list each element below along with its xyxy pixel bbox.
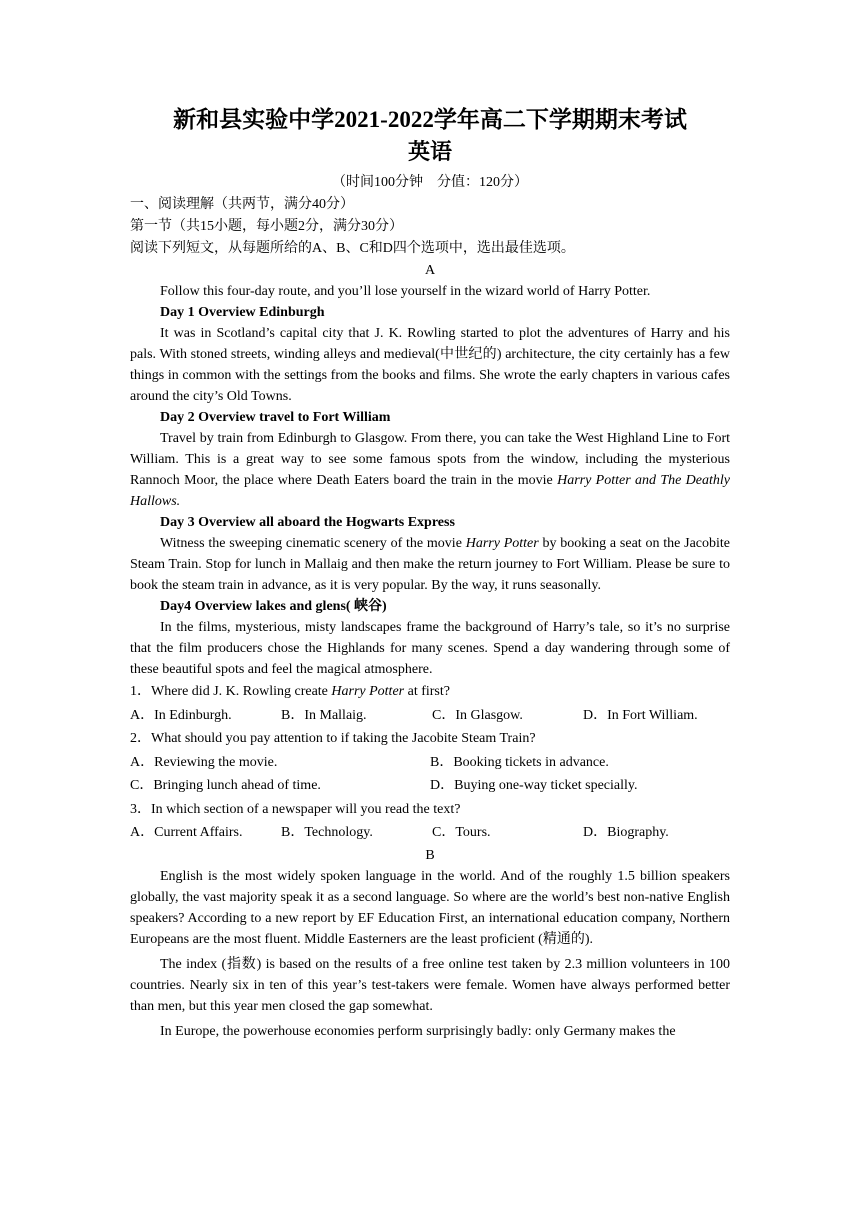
day2-movie-title: Harry Potter and The Deathly Hallows. xyxy=(130,473,731,509)
day2-heading: Day 2 Overview travel to Fort William xyxy=(160,410,391,425)
q1-option-a: A．In Edinburgh. xyxy=(130,707,232,723)
day3-heading: Day 3 Overview all aboard the Hogwarts Express xyxy=(160,515,455,530)
q1-book-title: Harry Potter xyxy=(331,684,405,699)
day1-heading: Day 1 Overview Edinburgh xyxy=(160,305,325,320)
day2-paragraph xyxy=(130,428,730,512)
q3-option-d: D．Biography. xyxy=(583,825,669,840)
q1-option-b: B．In Mallaig. xyxy=(281,707,367,723)
question-1 xyxy=(130,680,730,704)
passage-a-intro: Follow this four-day route, and you’ll lose yourself in the wizard world of Harry Potter. xyxy=(160,284,651,299)
day2-text: Travel by train from Edinburgh to Glasgow. From there, you can take the West Highland Line to Fort William. This is a great way to see some famous spots from the window, including the mysterious Rannoch Moor, the place where Death Eaters board the train in the movie xyxy=(130,431,730,488)
time-score-line: （时间100分钟 分值：120分） xyxy=(332,175,528,190)
passage-a-label: A xyxy=(424,263,436,278)
question-2-options-row2 xyxy=(130,774,730,798)
day3-text-a: Witness the sweeping cinematic scenery of the movie xyxy=(160,536,466,551)
day3-text-b: by booking a seat on the Jacobite Steam Train. Stop for lunch in Mallaig and then make the return journey to Fort William. Please be sure to book the steam train in advance, as it is very popular. By the way, it runs seasonally. xyxy=(130,536,731,593)
q1-text-a: 1．Where did J. K. Rowling create xyxy=(130,684,332,699)
day4-heading: Day4 Overview lakes and glens( 峡谷) xyxy=(160,599,387,614)
question-2: 2．What should you pay attention to if taking the Jacobite Steam Train? xyxy=(130,731,536,746)
question-2-options-row1 xyxy=(130,751,730,775)
q2-option-a: A．Reviewing the movie. xyxy=(130,754,278,770)
q3-option-c: C．Tours. xyxy=(432,825,491,840)
day1-paragraph: It was in Scotland’s capital city that J. K. Rowling started to plot the adventures of Harry and his pals. With stoned streets, winding alleys and medieval(中世纪的) architecture, the city certainly has a few things in common with the settings from the books and films. She wrote the early chapters in various cafes around the city’s Old Towns. xyxy=(130,326,730,404)
q3-option-b: B．Technology. xyxy=(281,825,373,840)
part-heading: 一、阅读理解（共两节，满分40分） xyxy=(130,197,354,212)
exam-title: 新和县实验中学2021-2022学年高二下学期期末考试 xyxy=(173,107,687,132)
day4-paragraph: In the films, mysterious, misty landscapes frame the background of Harry’s tale, so it’s no surprise that the film producers chose the Highlands for many scenes. Spend a day wandering through some of these beautiful spots and feel the magical atmosphere. xyxy=(130,620,730,677)
q3-option-a: A．Current Affairs. xyxy=(130,825,243,840)
question-1-options xyxy=(130,704,730,728)
passage-b-label: B xyxy=(425,847,435,863)
section-heading: 第一节（共15小题，每小题2分，满分30分） xyxy=(130,219,403,234)
directions: 阅读下列短文，从每题所给的A、B、C和D四个选项中，选出最佳选项。 xyxy=(130,241,575,256)
q2-option-c: C．Bringing lunch ahead of time. xyxy=(130,778,321,793)
exam-page xyxy=(130,104,730,1042)
q1-text-b: at first? xyxy=(404,684,450,699)
day3-movie-title: Harry Potter xyxy=(465,536,539,551)
q1-option-d: D．In Fort William. xyxy=(583,707,698,723)
subject-title: 英语 xyxy=(407,139,452,164)
q2-option-b: B．Booking tickets in advance. xyxy=(430,754,609,770)
day3-paragraph xyxy=(130,533,730,596)
question-3: 3．In which section of a newspaper will you read the text? xyxy=(130,801,461,817)
q2-option-d: D．Buying one-way ticket specially. xyxy=(430,778,638,793)
question-3-options xyxy=(130,821,730,845)
passage-b-paragraph-3: In Europe, the powerhouse economies perform surprisingly badly: only Germany makes the xyxy=(160,1023,676,1039)
passage-b-paragraph-1: English is the most widely spoken language in the world. And of the roughly 1.5 billion speakers globally, the vast majority speak it as a second language. So where are the world’s best non-native English speakers? According to a new report by EF Education First, an international education company, Northern Europeans are the most fluent. Middle Easterners are the least proficient (精通的). xyxy=(130,868,730,947)
q1-option-c: C．In Glasgow. xyxy=(432,707,523,723)
passage-b-paragraph-2: The index (指数) is based on the results of a free online test taken by 2.3 million volunteers in 100 countries. Nearly six in ten of this year’s test-takers were female. Women have always performed better than men, but this year men closed the gap somewhat. xyxy=(130,956,730,1014)
